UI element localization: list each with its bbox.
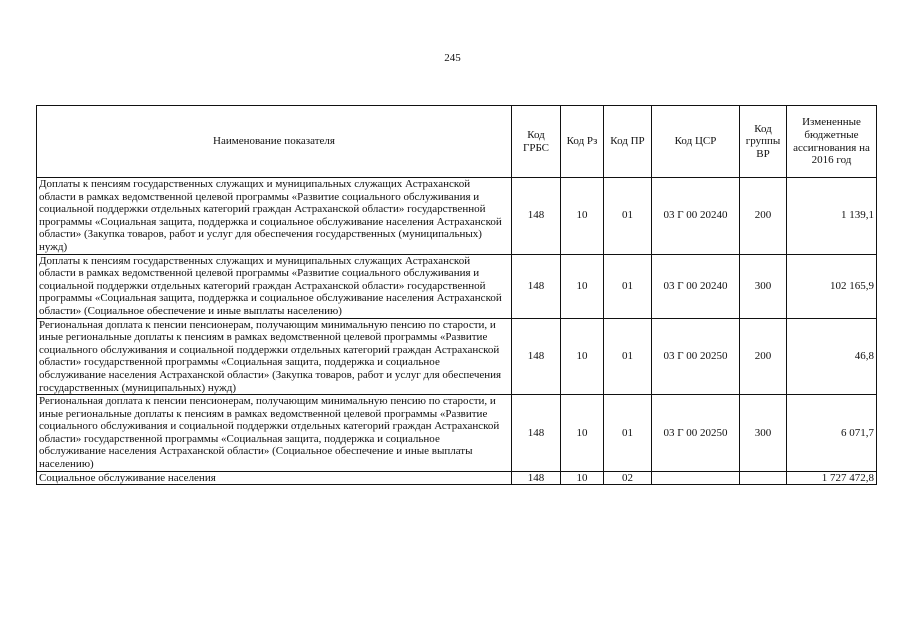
- header-vr: Код группы ВР: [740, 106, 787, 178]
- row-grbs: 148: [512, 318, 561, 395]
- row-amount: 102 165,9: [787, 254, 877, 318]
- row-rz: 10: [561, 471, 604, 484]
- row-grbs: 148: [512, 178, 561, 255]
- row-vr: 300: [740, 395, 787, 472]
- header-pr: Код ПР: [604, 106, 652, 178]
- row-name: Социальное обслуживание населения: [37, 471, 512, 484]
- row-csr: [652, 471, 740, 484]
- table-row: [37, 471, 877, 484]
- row-vr: 200: [740, 318, 787, 395]
- row-pr: 01: [604, 254, 652, 318]
- row-name: Региональная доплата к пенсии пенсионерам, получающим минимальную пенсию по старости, и иные региональные доплаты к пенсиям в рамках ведомственной целевой программы «Развитие социального обслуживания и социальной поддержки отдельных категорий граждан Астраханской области» государственной программы «Социальная защита, поддержка и социальное обслуживание населения Астраханской области» (Закупка товаров, работ и услуг для обеспечения государственных (муниципальных) нужд): [37, 318, 512, 395]
- page-number: 245: [444, 52, 461, 64]
- row-pr: 01: [604, 395, 652, 472]
- table-row: [37, 395, 877, 472]
- header-csr: Код ЦСР: [652, 106, 740, 178]
- row-name: Доплаты к пенсиям государственных служащих и муниципальных служащих Астраханской области в рамках ведомственной целевой программы «Развитие социального обслуживания и социальной поддержки отдельных категорий граждан Астраханской области» государственной программы «Социальная защита, поддержка и социальное обслуживание населения Астраханской области» (Закупка товаров, работ и услуг для обеспечения государственных (муниципальных) нужд): [37, 178, 512, 255]
- table-row: [37, 318, 877, 395]
- row-amount: 1 139,1: [787, 178, 877, 255]
- row-rz: 10: [561, 318, 604, 395]
- row-csr: 03 Г 00 20240: [652, 254, 740, 318]
- row-amount: 1 727 472,8: [787, 471, 877, 484]
- row-grbs: 148: [512, 395, 561, 472]
- row-grbs: 148: [512, 471, 561, 484]
- row-pr: 01: [604, 178, 652, 255]
- row-csr: 03 Г 00 20250: [652, 395, 740, 472]
- row-name: Региональная доплата к пенсии пенсионерам, получающим минимальную пенсию по старости, и иные региональные доплаты к пенсиям в рамках ведомственной целевой программы «Развитие социального обслуживания и социальной поддержки отдельных категорий граждан Астраханской области» государственной программы «Социальная защита, поддержка и социальное обслуживание населения Астраханской области» (Социальное обеспечение и иные выплаты населению): [37, 395, 512, 472]
- header-name: Наименование показателя: [37, 106, 512, 178]
- row-vr: [740, 471, 787, 484]
- table-row: [37, 254, 877, 318]
- row-name: Доплаты к пенсиям государственных служащих и муниципальных служащих Астраханской области в рамках ведомственной целевой программы «Развитие социального обслуживания и социальной поддержки отдельных категорий граждан Астраханской области» государственной программы «Социальная защита, поддержка и социальное обслуживание населения Астраханской области» (Социальное обеспечение и иные выплаты населению): [37, 254, 512, 318]
- row-amount: 6 071,7: [787, 395, 877, 472]
- header-rz: Код Рз: [561, 106, 604, 178]
- row-amount: 46,8: [787, 318, 877, 395]
- table-row: [37, 178, 877, 255]
- row-rz: 10: [561, 395, 604, 472]
- row-csr: 03 Г 00 20240: [652, 178, 740, 255]
- row-grbs: 148: [512, 254, 561, 318]
- row-vr: 300: [740, 254, 787, 318]
- row-vr: 200: [740, 178, 787, 255]
- header-amount: Измененные бюджетные ассигнования на 2016 год: [787, 106, 877, 178]
- table-header-row: [37, 106, 877, 178]
- header-grbs: Код ГРБС: [512, 106, 561, 178]
- row-csr: 03 Г 00 20250: [652, 318, 740, 395]
- row-pr: 01: [604, 318, 652, 395]
- row-rz: 10: [561, 254, 604, 318]
- row-rz: 10: [561, 178, 604, 255]
- row-pr: 02: [604, 471, 652, 484]
- budget-table: [36, 105, 877, 485]
